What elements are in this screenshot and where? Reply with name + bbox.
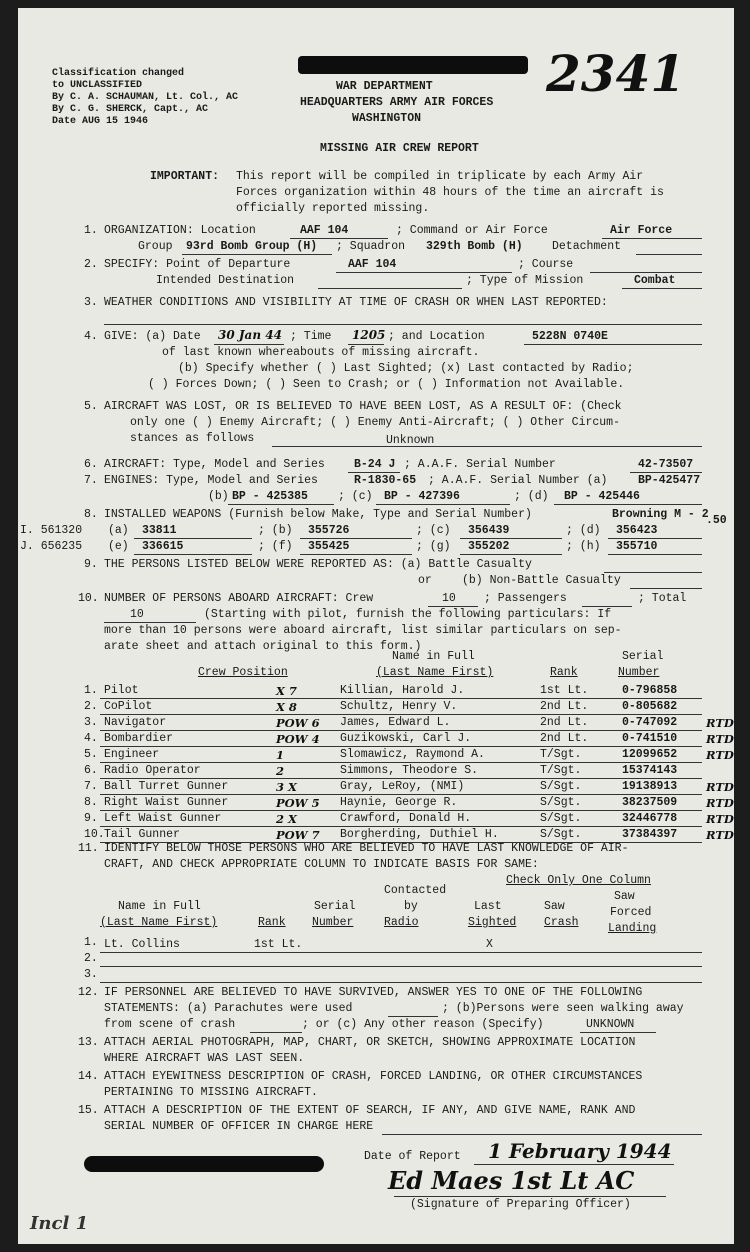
field-label: AIRCRAFT WAS LOST, OR IS BELIEVED TO HAVE BEEN LOST, AS A RESULT OF: (Check xyxy=(104,400,622,413)
crew-name: Simmons, Theodore S. xyxy=(340,764,479,777)
field-label: ; (c) xyxy=(338,490,373,503)
field-label: ; Command or Air Force xyxy=(396,224,548,237)
crew-row-rule xyxy=(100,746,702,747)
col-header: Sighted xyxy=(468,916,517,929)
date-of-report-value: 1 February 1944 xyxy=(488,1139,672,1163)
field-value: BP-425477 xyxy=(638,474,701,487)
field-label: ; (d) xyxy=(514,490,549,503)
crew-rank: 2nd Lt. xyxy=(540,716,589,729)
field-value: 10 xyxy=(130,608,144,621)
crew-annotation: 2 X xyxy=(276,812,297,826)
weapon-label: ; (h) xyxy=(566,540,601,553)
crew-name: Gray, LeRoy, (NMI) xyxy=(340,780,465,793)
crew-serial: 12099652 xyxy=(622,748,678,761)
crew-margin-note: RTD xyxy=(706,796,734,810)
redaction-bar xyxy=(84,1156,324,1172)
col-header: Contacted xyxy=(384,884,447,897)
weapon-serial: 355726 xyxy=(308,524,350,537)
crew-header-name: Name in Full xyxy=(392,650,475,663)
item-number: 5. xyxy=(84,400,98,413)
crew-name: Crawford, Donald H. xyxy=(340,812,472,825)
weapon-label: ; (d) xyxy=(566,524,601,537)
crew-header-position: Crew Position xyxy=(198,666,288,679)
crew-position: Ball Turret Gunner xyxy=(104,780,229,793)
field-value: Combat xyxy=(634,274,676,287)
crew-row-number: 9. xyxy=(84,812,98,825)
field-label: ATTACH A DESCRIPTION OF THE EXTENT OF SEARCH, IF ANY, AND GIVE NAME, RANK AND xyxy=(104,1104,636,1117)
crew-position: Right Waist Gunner xyxy=(104,796,229,809)
field-label: (b) Specify whether ( ) Last Sighted; (x) Last contacted by Radio; xyxy=(178,362,634,375)
field-label: SPECIFY: Point of Departure xyxy=(104,258,291,271)
field-label: INSTALLED WEAPONS (Furnish below Make, Type and Serial Number) xyxy=(104,508,532,521)
crew-annotation: 3 X xyxy=(276,780,297,794)
item-number: 1. xyxy=(84,224,98,237)
crew-position: Bombardier xyxy=(104,732,174,745)
crew-serial: 0-747092 xyxy=(622,716,678,729)
field-label: or xyxy=(418,574,432,587)
weapon-label: (e) xyxy=(108,540,129,553)
crew-row-rule xyxy=(100,826,702,827)
important-text: officially reported missing. xyxy=(236,202,430,215)
col-header: (Last Name First) xyxy=(100,916,218,929)
crew-serial: 0-741510 xyxy=(622,732,678,745)
field-label: more than 10 persons were aboard aircraft, list similar particulars on sep- xyxy=(104,624,622,637)
crew-row-number: 6. xyxy=(84,764,98,777)
item-number: 13. xyxy=(78,1036,99,1049)
col-header: Radio xyxy=(384,916,419,929)
crew-margin-note: RTD xyxy=(706,780,734,794)
weapon-serial: 33811 xyxy=(142,524,177,537)
witness-rank: 1st Lt. xyxy=(254,938,303,951)
field-value: Browning M - 2 xyxy=(612,508,709,521)
crew-position: Left Waist Gunner xyxy=(104,812,222,825)
field-value: 5228N 0740E xyxy=(532,330,608,343)
header-city: WASHINGTON xyxy=(352,112,422,125)
crew-margin-note: RTD xyxy=(706,828,734,842)
crew-position: CoPilot xyxy=(104,700,153,713)
crew-row-number: 4. xyxy=(84,732,98,745)
field-label: AIRCRAFT: Type, Model and Series xyxy=(104,458,325,471)
crew-annotation: X 8 xyxy=(276,700,297,714)
field-label: stances as follows xyxy=(130,432,255,445)
weapon-serial: 355202 xyxy=(468,540,510,553)
weapon-serial: 336615 xyxy=(142,540,184,553)
crew-position: Navigator xyxy=(104,716,167,729)
crew-position: Pilot xyxy=(104,684,139,697)
crew-annotation: POW 7 xyxy=(276,828,320,842)
crew-serial: 32446778 xyxy=(622,812,678,825)
crew-annotation: 2 xyxy=(276,764,285,778)
check-one-column: Check Only One Column xyxy=(506,874,651,887)
item-number: 7. xyxy=(84,474,98,487)
field-label: Group xyxy=(138,240,173,253)
crew-rank: S/Sgt. xyxy=(540,780,582,793)
field-value: Air Force xyxy=(610,224,673,237)
field-label: (Starting with pilot, furnish the following particulars: If xyxy=(204,608,612,621)
weapon-serial: 355425 xyxy=(308,540,350,553)
stamp-line: Classification changed xyxy=(52,68,185,79)
crew-row-number: 2. xyxy=(84,700,98,713)
crew-position: Tail Gunner xyxy=(104,828,180,841)
field-label: WEATHER CONDITIONS AND VISIBILITY AT TIME OF CRASH OR WHEN LAST REPORTED: xyxy=(104,296,608,309)
col-header: Forced xyxy=(610,906,652,919)
report-number: 2341 xyxy=(546,44,686,103)
crew-rank: 2nd Lt. xyxy=(540,732,589,745)
crew-row-rule xyxy=(100,762,702,763)
field-value: 30 Jan 44 xyxy=(218,328,282,342)
margin-note: I. 561320 xyxy=(20,524,83,537)
item-number: 4. xyxy=(84,330,98,343)
field-label: WHERE AIRCRAFT WAS LAST SEEN. xyxy=(104,1052,305,1065)
crew-rank: T/Sgt. xyxy=(540,764,582,777)
field-label: IF PERSONNEL ARE BELIEVED TO HAVE SURVIVED, ANSWER YES TO ONE OF THE FOLLOWING xyxy=(104,986,643,999)
col-header: Saw xyxy=(544,900,565,913)
field-value: UNKNOWN xyxy=(586,1018,635,1031)
crew-position: Radio Operator xyxy=(104,764,201,777)
crew-rank: S/Sgt. xyxy=(540,812,582,825)
field-label: IDENTIFY BELOW THOSE PERSONS WHO ARE BELIEVED TO HAVE LAST KNOWLEDGE OF AIR- xyxy=(104,842,629,855)
crew-name: James, Edward L. xyxy=(340,716,451,729)
field-label: NUMBER OF PERSONS ABOARD AIRCRAFT: Crew xyxy=(104,592,374,605)
classification-stamp xyxy=(52,68,238,128)
crew-annotation: POW 5 xyxy=(276,796,320,810)
stamp-line: By C. A. SCHAUMAN, Lt. Col., AC xyxy=(52,92,239,103)
field-value: BP - 425446 xyxy=(564,490,640,503)
field-value: BP - 427396 xyxy=(384,490,460,503)
crew-header-serial: Serial xyxy=(622,650,664,663)
field-label: only one ( ) Enemy Aircraft; ( ) Enemy Anti-Aircraft; ( ) Other Circum- xyxy=(130,416,620,429)
field-label: (b) Non-Battle Casualty xyxy=(462,574,621,587)
important-text: This report will be compiled in triplicate by each Army Air xyxy=(236,170,644,183)
item-number: 10. xyxy=(78,592,99,605)
crew-row-number: 3. xyxy=(84,716,98,729)
crew-rank: T/Sgt. xyxy=(540,748,582,761)
crew-rank: S/Sgt. xyxy=(540,796,582,809)
crew-row-number: 10. xyxy=(84,828,105,841)
field-label: ; A.A.F. Serial Number xyxy=(404,458,556,471)
field-label: from scene of crash xyxy=(104,1018,236,1031)
field-label: ; A.A.F. Serial Number (a) xyxy=(428,474,608,487)
col-header: Landing xyxy=(608,922,657,935)
weapon-label: ; (b) xyxy=(258,524,293,537)
field-label: ; and Location xyxy=(388,330,485,343)
crew-position: Engineer xyxy=(104,748,160,761)
item-number: 8. xyxy=(84,508,98,521)
item-number: 9. xyxy=(84,558,98,571)
crew-name: Schultz, Henry V. xyxy=(340,700,458,713)
col-header: by xyxy=(404,900,418,913)
field-label: CRAFT, AND CHECK APPROPRIATE COLUMN TO INDICATE BASIS FOR SAME: xyxy=(104,858,539,871)
crew-row-rule xyxy=(100,810,702,811)
crew-row-rule xyxy=(100,714,702,715)
weapon-label: (a) xyxy=(108,524,129,537)
weapon-serial: 356439 xyxy=(468,524,510,537)
crew-row-rule xyxy=(100,794,702,795)
field-label: ; Squadron xyxy=(336,240,406,253)
weapon-label: ; (c) xyxy=(416,524,451,537)
weapon-serial: 356423 xyxy=(616,524,658,537)
field-value: 42-73507 xyxy=(638,458,694,471)
witness-name: Lt. Collins xyxy=(104,938,180,951)
field-label: THE PERSONS LISTED BELOW WERE REPORTED AS: (a) Battle Casualty xyxy=(104,558,532,571)
crew-serial: 0-805682 xyxy=(622,700,678,713)
field-label: ; or (c) Any other reason (Specify) xyxy=(302,1018,544,1031)
important-label: IMPORTANT: xyxy=(150,170,220,183)
margin-note: J. 656235 xyxy=(20,540,83,553)
col-header: Crash xyxy=(544,916,579,929)
crew-annotation: POW 6 xyxy=(276,716,320,730)
row-number: 1. xyxy=(84,936,98,949)
page-title: MISSING AIR CREW REPORT xyxy=(320,142,479,155)
crew-annotation: POW 4 xyxy=(276,732,320,746)
crew-name: Guzikowski, Carl J. xyxy=(340,732,472,745)
crew-margin-note: RTD xyxy=(706,812,734,826)
weapon-label: ; (g) xyxy=(416,540,451,553)
item-number: 2. xyxy=(84,258,98,271)
field-value: AAF 104 xyxy=(348,258,397,271)
field-label: ; Time xyxy=(290,330,332,343)
stamp-line: By C. G. SHERCK, Capt., AC xyxy=(52,104,209,115)
field-value: 329th Bomb (H) xyxy=(426,240,523,253)
stamp-line: Date AUG 15 1946 xyxy=(52,116,149,127)
crew-header-rank: Rank xyxy=(550,666,578,679)
field-label: ORGANIZATION: Location xyxy=(104,224,256,237)
col-header: Serial xyxy=(314,900,356,913)
field-label: SERIAL NUMBER OF OFFICER IN CHARGE HERE xyxy=(104,1120,374,1133)
crew-header-serial: Number xyxy=(618,666,660,679)
enclosure-note: Incl 1 xyxy=(30,1213,89,1234)
item-number: 15. xyxy=(78,1104,99,1117)
field-value: AAF 104 xyxy=(300,224,349,237)
field-label: PERTAINING TO MISSING AIRCRAFT. xyxy=(104,1086,318,1099)
field-value: R-1830-65 xyxy=(354,474,417,487)
crew-name: Killian, Harold J. xyxy=(340,684,465,697)
signature-label: (Signature of Preparing Officer) xyxy=(410,1198,631,1211)
field-label: ATTACH AERIAL PHOTOGRAPH, MAP, CHART, OR SKETCH, SHOWING APPROXIMATE LOCATION xyxy=(104,1036,636,1049)
field-label: of last known whereabouts of missing aircraft. xyxy=(162,346,480,359)
field-label: ; Total xyxy=(638,592,687,605)
crew-row-number: 7. xyxy=(84,780,98,793)
important-text: Forces organization within 48 hours of the time an aircraft is xyxy=(236,186,664,199)
crew-name: Haynie, George R. xyxy=(340,796,458,809)
field-label: STATEMENTS: (a) Parachutes were used xyxy=(104,1002,353,1015)
crew-header-name: (Last Name First) xyxy=(376,666,494,679)
field-label: (b) xyxy=(208,490,229,503)
crew-row-rule xyxy=(100,778,702,779)
signature: Ed Maes 1st Lt AC xyxy=(388,1166,635,1195)
field-label: Detachment xyxy=(552,240,622,253)
field-label: ; (b)Persons were seen walking away xyxy=(442,1002,684,1015)
item-number: 11. xyxy=(78,842,99,855)
crew-row-rule xyxy=(100,730,702,731)
crew-annotation: 1 xyxy=(276,748,285,762)
crew-rank: S/Sgt. xyxy=(540,828,582,841)
row-number: 2. xyxy=(84,952,98,965)
field-value: .50 xyxy=(706,514,727,527)
col-header: Saw xyxy=(614,890,635,903)
field-label: ( ) Forces Down; ( ) Seen to Crash; or ( ) Information not Available. xyxy=(148,378,625,391)
crew-serial: 37384397 xyxy=(622,828,678,841)
crew-annotation: X 7 xyxy=(276,684,297,698)
stamp-line: to UNCLASSIFIED xyxy=(52,80,143,91)
col-header: Name in Full xyxy=(118,900,201,913)
crew-row-number: 1. xyxy=(84,684,98,697)
item-number: 14. xyxy=(78,1070,99,1083)
crew-serial: 15374143 xyxy=(622,764,678,777)
witness-mark: X xyxy=(486,938,493,951)
header-dept: WAR DEPARTMENT xyxy=(336,80,433,93)
header-hq: HEADQUARTERS ARMY AIR FORCES xyxy=(300,96,494,109)
crew-margin-note: RTD xyxy=(706,716,734,730)
field-label: ENGINES: Type, Model and Series xyxy=(104,474,318,487)
crew-rank: 1st Lt. xyxy=(540,684,589,697)
crew-margin-note: RTD xyxy=(706,732,734,746)
weapon-label: ; (f) xyxy=(258,540,293,553)
crew-serial: 38237509 xyxy=(622,796,678,809)
crew-name: Slomawicz, Raymond A. xyxy=(340,748,485,761)
field-label: arate sheet and attach original to this form.) xyxy=(104,640,422,653)
row-number: 3. xyxy=(84,968,98,981)
crew-serial: 0-796858 xyxy=(622,684,678,697)
field-label: Intended Destination xyxy=(156,274,295,287)
crew-name: Borgherding, Duthiel H. xyxy=(340,828,499,841)
field-value: B-24 J xyxy=(354,458,396,471)
crew-rank: 2nd Lt. xyxy=(540,700,589,713)
field-label: ATTACH EYEWITNESS DESCRIPTION OF CRASH, FORCED LANDING, OR OTHER CIRCUMSTANCES xyxy=(104,1070,643,1083)
redaction-bar xyxy=(298,56,528,74)
weapon-serial: 355710 xyxy=(616,540,658,553)
crew-row-number: 8. xyxy=(84,796,98,809)
crew-serial: 19138913 xyxy=(622,780,678,793)
field-value: BP - 425385 xyxy=(232,490,308,503)
field-label: ; Passengers xyxy=(484,592,567,605)
field-value: 1205 xyxy=(352,328,386,342)
item-number: 6. xyxy=(84,458,98,471)
field-label: ; Type of Mission xyxy=(466,274,584,287)
field-value: 93rd Bomb Group (H) xyxy=(186,240,318,253)
col-header: Rank xyxy=(258,916,286,929)
col-header: Number xyxy=(312,916,354,929)
missing-air-crew-report xyxy=(18,8,734,1244)
date-of-report-label: Date of Report xyxy=(364,1150,461,1163)
item-number: 3. xyxy=(84,296,98,309)
field-label: GIVE: (a) Date xyxy=(104,330,201,343)
field-label: ; Course xyxy=(518,258,574,271)
item-number: 12. xyxy=(78,986,99,999)
crew-margin-note: RTD xyxy=(706,748,734,762)
field-value: 10 xyxy=(442,592,456,605)
col-header: Last xyxy=(474,900,502,913)
field-value: Unknown xyxy=(386,434,435,447)
crew-row-number: 5. xyxy=(84,748,98,761)
crew-row-rule xyxy=(100,698,702,699)
